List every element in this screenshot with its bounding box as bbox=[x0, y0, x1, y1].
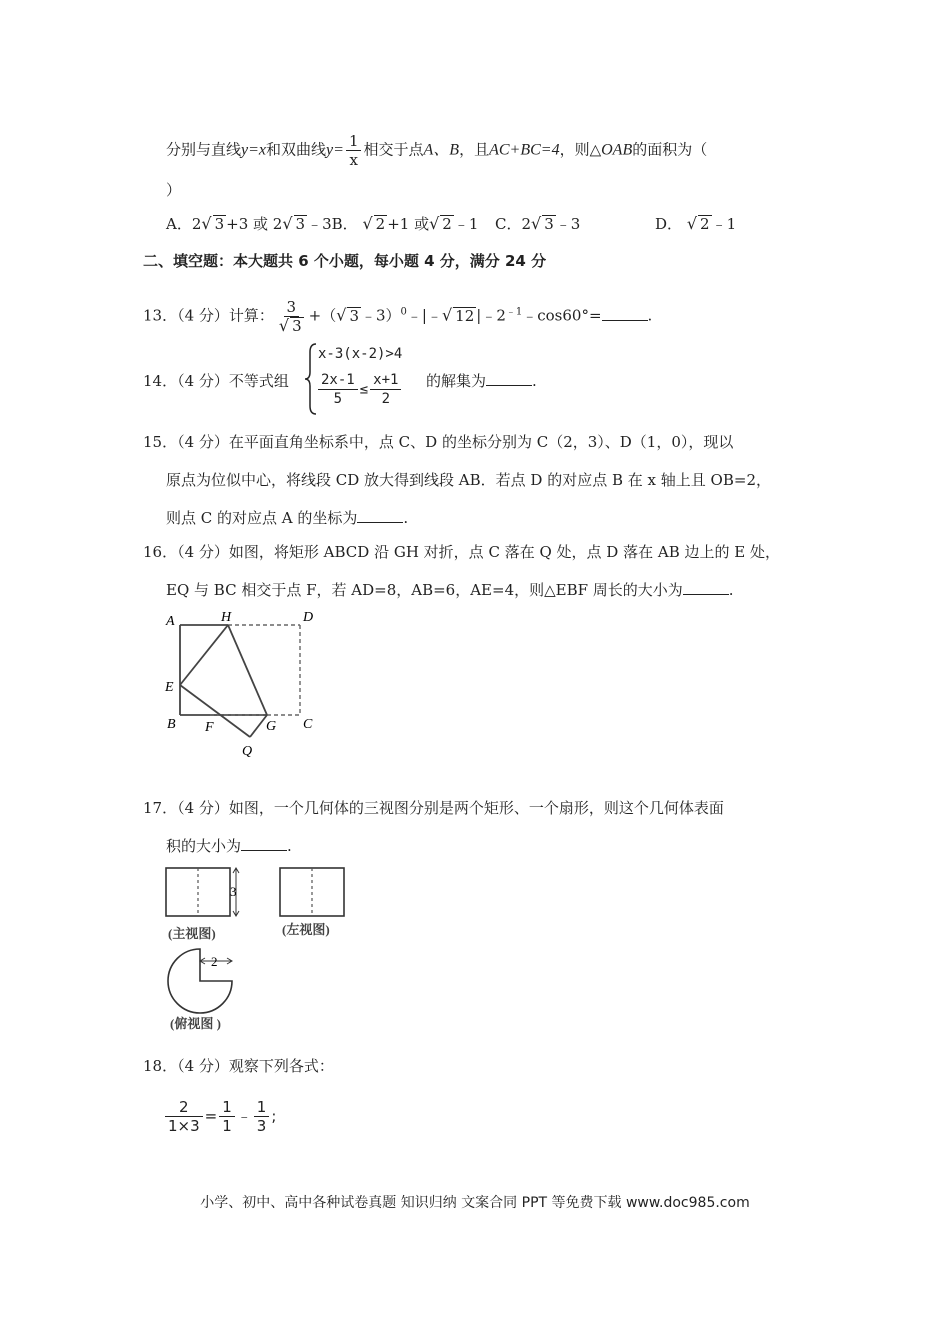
option-b-label: B． bbox=[331, 215, 358, 233]
option-a[interactable] bbox=[166, 215, 332, 233]
question-number: 18． bbox=[143, 1057, 178, 1075]
option-a-label: A． bbox=[166, 215, 192, 233]
frac-num: 1 bbox=[219, 1098, 235, 1117]
q12-text: 相交于点 bbox=[363, 140, 424, 159]
q12-text: 的面积为（ bbox=[632, 140, 708, 159]
option-c-text: ﹣3 bbox=[555, 215, 581, 233]
label-E: E bbox=[165, 680, 174, 695]
q13-frac-den bbox=[276, 317, 307, 335]
radicand: 12 bbox=[455, 306, 475, 325]
q12-text: ，则△ bbox=[559, 140, 602, 159]
q18-lhs-fraction bbox=[165, 1098, 203, 1135]
question-18 bbox=[143, 1056, 334, 1076]
q17-three-views-figure bbox=[160, 862, 360, 1037]
option-d-label: D． bbox=[655, 215, 683, 233]
q14-right-fraction bbox=[370, 371, 401, 408]
frac-num: x+1 bbox=[370, 371, 401, 390]
sqrt-icon: √ bbox=[531, 214, 542, 233]
question-16 bbox=[143, 542, 780, 562]
frac-num: 2 bbox=[165, 1098, 203, 1117]
page-footer[interactable]: 小学、初中、高中各种试卷真题 知识归纳 文案合同 PPT 等免费下载 www.doc985.com bbox=[200, 1195, 750, 1211]
q15-end: . bbox=[403, 509, 409, 527]
dim-height-label: 3 bbox=[230, 884, 237, 899]
answer-blank[interactable] bbox=[241, 836, 287, 851]
q13-prompt: （4 分）计算： bbox=[177, 306, 274, 325]
q14-left-fraction bbox=[318, 371, 358, 408]
q18-frac-a bbox=[219, 1098, 235, 1135]
answer-blank[interactable] bbox=[602, 306, 648, 321]
sqrt-icon: √ bbox=[686, 214, 698, 233]
answer-blank[interactable] bbox=[486, 371, 532, 386]
q12-text: 分别与直线 bbox=[166, 140, 242, 159]
option-d[interactable] bbox=[655, 214, 736, 234]
radicand: 2 bbox=[700, 215, 710, 233]
frac-den: 1×3 bbox=[168, 1117, 200, 1135]
radicand: 3 bbox=[214, 215, 225, 233]
q12-points: A、B bbox=[423, 141, 460, 159]
q16-end: . bbox=[728, 581, 734, 599]
q16-rectangle-fold-figure bbox=[160, 605, 325, 765]
q14-inequality-2 bbox=[316, 371, 403, 408]
q18-frac-b bbox=[254, 1098, 270, 1135]
label-C: C bbox=[303, 717, 313, 732]
label-F: F bbox=[205, 720, 214, 735]
question-number: 16． bbox=[143, 543, 178, 561]
label-A: A bbox=[166, 614, 175, 629]
q14-inequality-1: x-3(x-2)>4 bbox=[318, 346, 403, 362]
label-Q: Q bbox=[242, 744, 253, 759]
q18-line-1: （4 分）观察下列各式： bbox=[177, 1057, 334, 1075]
top-view-label: (俯视图 ) bbox=[170, 1016, 221, 1031]
radicand: 3 bbox=[295, 215, 306, 233]
q12-triangle: OAB bbox=[601, 141, 633, 159]
q15-line-1: （4 分）在平面直角坐标系中，点 C、D 的坐标分别为 C（2，3）、D（1，0），现以 bbox=[177, 433, 734, 451]
q12-fraction bbox=[346, 132, 362, 169]
q16-text: EQ 与 BC 相交于点 F，若 AD=8，AB=6，AE=4，则△EBF 周长的大小为 bbox=[166, 581, 683, 599]
sqrt-icon: √ bbox=[362, 214, 373, 233]
q12-close-paren: ） bbox=[166, 181, 182, 199]
radicand: 3 bbox=[292, 317, 302, 335]
question-number: 15． bbox=[143, 433, 178, 451]
option-d-text: ﹣1 bbox=[711, 215, 737, 233]
q12-options bbox=[166, 214, 478, 234]
dim-radius-label: 2 bbox=[211, 954, 218, 969]
segment-EH bbox=[180, 625, 228, 685]
exponent: ﹣1 bbox=[505, 306, 523, 318]
q13-frac-num: 3 bbox=[284, 298, 300, 317]
q15-line-3 bbox=[166, 508, 408, 528]
question-number: 13． bbox=[143, 306, 178, 325]
q16-line-2 bbox=[166, 580, 734, 600]
semicolon: ; bbox=[271, 1107, 277, 1125]
q12-eq-hyperbola: y= bbox=[326, 141, 344, 159]
radicand: 3 bbox=[349, 306, 359, 325]
option-a-text: ﹣3 bbox=[307, 215, 332, 233]
option-c-text: 2 bbox=[521, 215, 532, 233]
sqrt-icon: √ bbox=[201, 214, 212, 233]
radicand: 2 bbox=[375, 215, 386, 233]
q13-text: ﹣|﹣ bbox=[406, 306, 442, 325]
q12-text: ，且 bbox=[459, 140, 490, 159]
label-G: G bbox=[266, 719, 277, 734]
answer-blank[interactable] bbox=[683, 580, 729, 595]
segment-EQ bbox=[180, 685, 250, 737]
q12-eq-line: y=x bbox=[241, 141, 267, 159]
radicand: 3 bbox=[544, 215, 554, 233]
option-c[interactable] bbox=[495, 214, 580, 234]
frac-den: 5 bbox=[333, 391, 343, 407]
q12-frac-num: 1 bbox=[346, 132, 362, 151]
label-H: H bbox=[221, 610, 232, 625]
sqrt-icon: √ bbox=[336, 305, 347, 325]
option-c-label: C． bbox=[495, 215, 522, 233]
q12-condition: AC+BC=4 bbox=[489, 141, 560, 159]
option-a-text: +3 或 2 bbox=[226, 215, 283, 233]
front-view-label: (主视图) bbox=[168, 926, 216, 941]
question-15 bbox=[143, 432, 733, 452]
exponent: 0 bbox=[400, 306, 407, 318]
left-view-label: (左视图) bbox=[282, 922, 330, 937]
label-B: B bbox=[167, 717, 176, 732]
segment-HG bbox=[228, 625, 267, 715]
q17-line-2 bbox=[166, 836, 292, 856]
q13-text: ﹣3） bbox=[360, 306, 401, 325]
frac-den: 3 bbox=[256, 1117, 267, 1135]
sqrt-icon: √ bbox=[441, 305, 453, 325]
q17-end: . bbox=[287, 837, 292, 855]
frac-den: 2 bbox=[381, 391, 391, 407]
top-view-sector bbox=[168, 949, 232, 1013]
option-b-text: +1 或 bbox=[387, 215, 430, 233]
leq-operator: ≤ bbox=[359, 381, 369, 398]
frac-num: 2x-1 bbox=[318, 371, 358, 390]
question-17 bbox=[143, 798, 724, 818]
question-13 bbox=[143, 298, 652, 335]
q13-text: +（ bbox=[308, 306, 337, 325]
q13-fraction bbox=[276, 298, 307, 335]
option-b-text: ﹣1 bbox=[453, 215, 479, 233]
q14-prompt: （4 分）不等式组 bbox=[177, 372, 289, 390]
q17-text: 积的大小为 bbox=[166, 837, 242, 855]
q17-line-1: （4 分）如图，一个几何体的三视图分别是两个矩形、一个扇形，则这个几何体表面 bbox=[177, 799, 724, 817]
radicand: 2 bbox=[442, 215, 452, 233]
sqrt-icon: √ bbox=[282, 214, 293, 233]
q18-example-1 bbox=[163, 1098, 276, 1135]
frac-num: 1 bbox=[254, 1098, 270, 1117]
segment-QG bbox=[250, 715, 267, 737]
q14-text: 的解集为 bbox=[426, 372, 487, 390]
q14-end: . bbox=[532, 372, 537, 390]
q12-text: 和双曲线 bbox=[266, 140, 327, 159]
sqrt-icon: √ bbox=[429, 214, 440, 233]
q13-end: . bbox=[647, 306, 653, 325]
q14-after bbox=[426, 371, 537, 391]
question-14 bbox=[143, 371, 289, 391]
q15-line-2: 原点为位似中心，将线段 CD 放大得到线段 AB．若点 D 的对应点 B 在 x 轴上且 OB=2， bbox=[166, 471, 771, 489]
answer-blank[interactable] bbox=[357, 508, 403, 523]
q12-frac-den: x bbox=[349, 151, 358, 169]
q13-text: ﹣cos60°= bbox=[522, 306, 602, 325]
question-number: 14． bbox=[143, 372, 178, 390]
sqrt-icon: √ bbox=[278, 316, 290, 335]
label-D: D bbox=[303, 610, 314, 625]
frac-den: 1 bbox=[222, 1117, 232, 1135]
q15-text: 则点 C 的对应点 A 的坐标为 bbox=[166, 509, 358, 527]
minus-sign: ﹣ bbox=[236, 1107, 252, 1125]
equals-sign: = bbox=[204, 1107, 218, 1125]
section-2-title: 二、填空题：本大题共 6 个小题，每小题 4 分，满分 24 分 bbox=[143, 252, 547, 270]
q16-line-1: （4 分）如图，将矩形 ABCD 沿 GH 对折，点 C 落在 Q 处，点 D 落在 AB 边上的 E 处， bbox=[177, 543, 780, 561]
q12-stem-line1 bbox=[166, 132, 707, 169]
question-number: 17． bbox=[143, 799, 178, 817]
option-a-text: 2 bbox=[191, 215, 202, 233]
q13-text: |﹣2 bbox=[476, 306, 506, 325]
option-b[interactable] bbox=[332, 215, 479, 233]
